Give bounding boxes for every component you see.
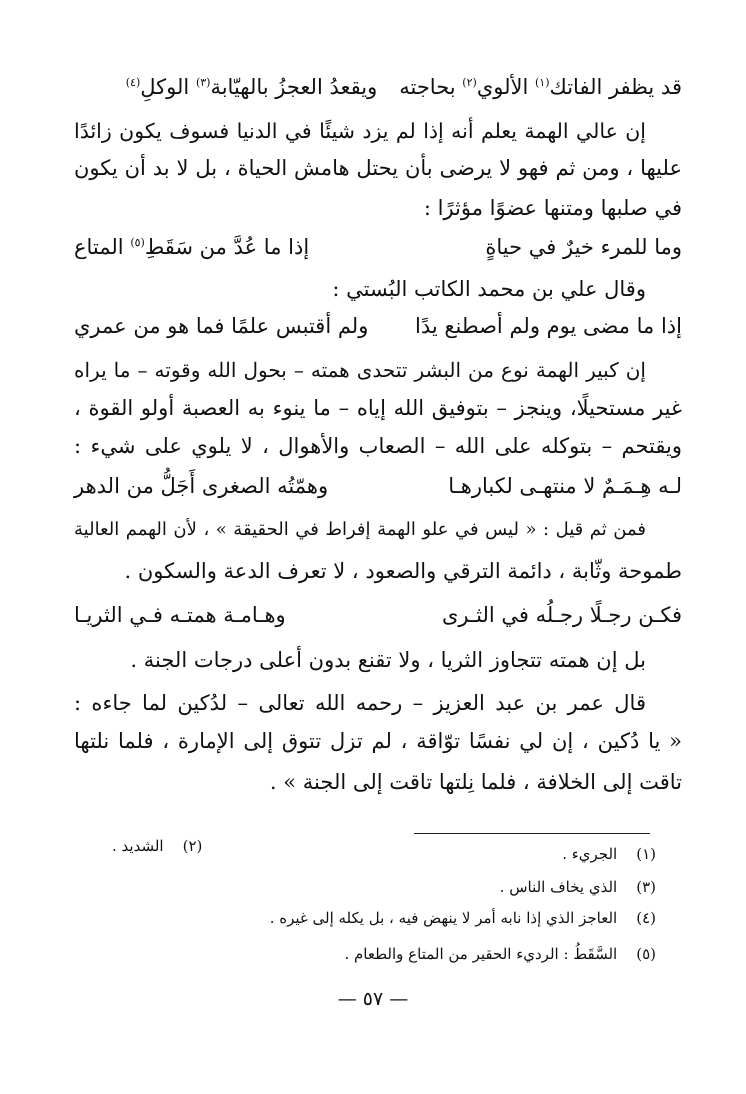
footnote-ref-2: (٢) [462, 76, 477, 89]
verse-5 [74, 600, 682, 630]
page-number: — ٥٧ — [337, 988, 409, 1010]
footnote-ref-4: (٤) [125, 76, 141, 89]
paragraph-line: غير مستحيلًا، وينجز – بتوفيق الله إياه – ما ينوء به العصبة أولو القوة ، [74, 396, 682, 420]
footnote-number: (٣) [636, 878, 656, 896]
verse-5-hemistich-2: وهـامـة همتـه فـي الثريـا [74, 603, 286, 627]
footnote-ref-1: (١) [534, 76, 550, 89]
verse-text: بحاجته [399, 75, 463, 99]
footnote-text: السَّقَطُ : الرديء الحقير من المتاع والطعام . [344, 945, 618, 963]
footnote-separator [414, 833, 650, 834]
footnote-number: (١) [636, 845, 656, 863]
paragraph-line: قال عمر بن عبد العزيز – رحمه الله تعالى – لدُكين لما جاءه : [74, 691, 646, 715]
footnote-number: (٤) [636, 909, 656, 927]
verse-text: ويقعدُ العجزُ بالهيّابة [210, 75, 378, 99]
verse-3-hemistich-1: إذا ما مضى يوم ولم أصطنع يدًا [414, 314, 682, 338]
paragraph-line: إن كبير الهمة نوع من البشر تتحدى همته – بحول الله وقوته – ما يراه [74, 358, 646, 382]
verse-text: قد يظفر الفاتك [549, 75, 682, 99]
verse-4 [74, 471, 682, 501]
footnote-ref-5: (٥) [130, 236, 145, 249]
verse-1-hemistich-2 [126, 72, 377, 102]
footnote-3 [500, 876, 656, 898]
verse-2-hemistich-1: وما للمرء خيرٌ في حياةٍ [485, 235, 682, 259]
verse-text: الوكلِ [140, 75, 196, 99]
footnote-1 [562, 843, 656, 865]
paragraph-line: بل إن همته تتجاوز الثريا ، ولا تقنع بدون أعلى درجات الجنة . [130, 648, 646, 672]
verse-2 [74, 232, 682, 262]
verse-text: إذا ما عُدَّ من سَقَطِ [144, 235, 310, 259]
paragraph-line: عليها ، ومن ثم فهو لا يرضى بأن يحتل هامش الحياة ، بل لا بد أن يكون [74, 156, 682, 180]
footnote-text: العاجز الذي إذا نابه أمر لا ينهض فيه ، بل يكله إلى غيره . [269, 909, 618, 927]
verse-1-hemistich-1 [399, 72, 682, 102]
verse-1 [74, 72, 682, 102]
verse-2-hemistich-2 [74, 232, 309, 262]
paragraph-line: ويقتحم – بتوكله على الله – الصعاب والأهوال ، لا يلوي على شيء : [74, 434, 682, 458]
verse-4-hemistich-1: لـه هِـمَـمٌ لا منتهـى لكبارهـا [448, 474, 682, 498]
footnote-text: الذي يخاف الناس . [499, 878, 618, 896]
verse-text: الألوي [476, 75, 535, 99]
paragraph-line: « يا دُكين ، إن لي نفسًا توّاقة ، لم تزل تتوق إلى الإمارة ، فلما نلتها [74, 729, 682, 753]
footnote-number: (٢) [182, 837, 203, 855]
paragraph-line: تاقت إلى الخلافة ، فلما نِلتها تاقت إلى الجنة » . [269, 770, 682, 794]
paragraph-line: طموحة وثّابة ، دائمة الترقي والصعود ، لا تعرف الدعة والسكون . [124, 559, 682, 583]
verse-text: المتاع [74, 235, 131, 259]
paragraph-line: فمن ثم قيل : « ليس في علو الهمة إفراط في الحقيقة » ، لأن الهمم العالية [74, 519, 646, 540]
verse-3-hemistich-2: ولم أقتبس علمًا فما هو من عمري [74, 314, 369, 338]
paragraph-line: إن عالي الهمة يعلم أنه إذا لم يزد شيئًا في الدنيا فسوف يكون زائدًا [74, 119, 646, 143]
footnote-5 [344, 943, 656, 965]
footnote-number: (٥) [636, 945, 656, 963]
verse-5-hemistich-1: فكـن رجـلًا رجـلُه في الثـرى [441, 603, 682, 627]
verse-4-hemistich-2: وهمّتُه الصغرى أَجَلُّ من الدهر [74, 474, 329, 498]
paragraph-line: في صلبها ومتنها عضوًا مؤثرًا : [423, 196, 682, 220]
verse-3 [74, 311, 682, 341]
footnote-ref-3: (٣) [195, 76, 211, 89]
footnote-4 [270, 907, 656, 929]
footnote-text: الشديد . [112, 837, 164, 855]
footnote-2 [112, 835, 202, 857]
footnote-text: الجريء . [562, 845, 618, 863]
attribution-line: وقال علي بن محمد الكاتب البُستي : [332, 277, 646, 301]
